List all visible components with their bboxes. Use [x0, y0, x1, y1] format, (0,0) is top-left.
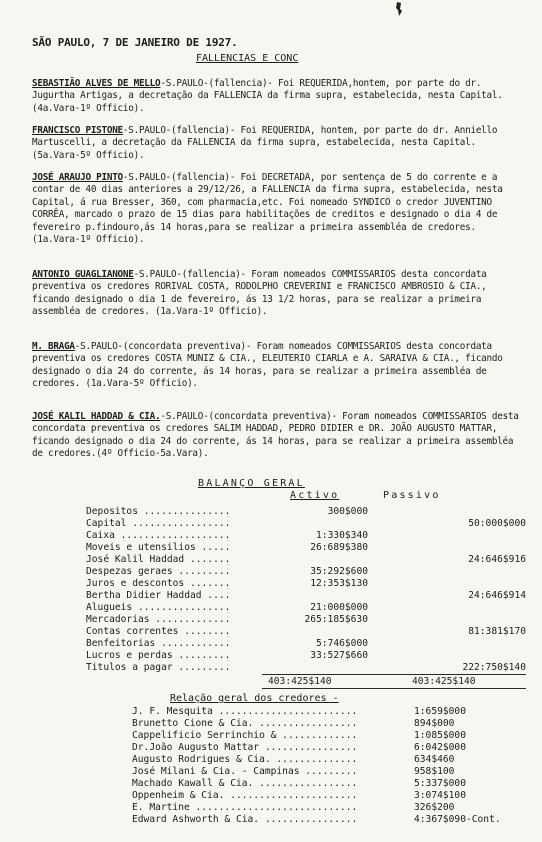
entry-text: -S.PAULO-(concordata preventiva)- Foram nomeados COMMISSARIOS desta concordata preventiva os credores COSTA MUNIZ & CIA., ELEUTERIO CIARLA e A. SARAIVA & CIA., ficando designado o dia 24 do corrente, ás 14 horas, para se realizar a primeira assembléa de credores. (1a.Vara-5º Officio).: [32, 341, 508, 390]
balance-label: Benfeitorias ............: [86, 638, 231, 649]
balance-activo: 5:746$000: [316, 638, 368, 649]
total-passivo: 403:425$140: [412, 676, 476, 687]
balance-activo: 300$000: [327, 506, 368, 517]
creditor-row: [132, 718, 526, 730]
balance-passivo: 24:646$916: [468, 554, 526, 565]
balance-activo: 26:689$380: [310, 542, 368, 553]
creditor-name: Augusto Rodrigues & Cia. ..............: [132, 754, 358, 765]
entry-text: -S.PAULO-(fallencia)- Foi REQUERIDA,hontem, por parte do dr. Jugurtha Artigas, a decretação da FALLENCIA da firma supra, estabelecida, nesta Capital. (4a.Vara-1º Officio).: [32, 78, 508, 114]
creditor-row: [132, 814, 526, 826]
balance-row: [56, 566, 526, 578]
balance-label: Moveis e utensilios .....: [86, 542, 231, 553]
creditor-name: Dr.João Augusto Mattar ................: [132, 742, 358, 753]
balance-row: [56, 590, 526, 602]
creditor-value: 326$200: [414, 802, 455, 813]
balance-activo: 265:185$630: [304, 614, 368, 625]
entry-name: ANTONIO GUAGLIANONE: [32, 269, 134, 280]
creditor-name: Oppenheim & Cia. ......................: [132, 790, 358, 801]
balance-activo: 35:292$600: [310, 566, 368, 577]
creditor-name: E. Martine ............................: [132, 802, 358, 813]
entry-name: M. BRAGA: [32, 341, 75, 352]
balance-passivo-header: Passivo: [383, 490, 441, 501]
balance-label: Depositos ...............: [86, 506, 231, 517]
entry-text: -S.PAULO-(fallencia)- Foi REQUERIDA, hontem, por parte do dr. Anniello Martuscelli, a decretação da FALLENCIA da firma supra, estabelecida, nesta Capital. (5a.Vara-5º Officio).: [32, 125, 503, 161]
balance-activo: 21:000$000: [310, 602, 368, 613]
creditors-title: Relação geral dos credores -: [170, 693, 339, 704]
balance-row: [56, 530, 526, 542]
entry-5: [32, 341, 526, 391]
balance-label: Contas correntes ........: [86, 626, 231, 637]
balance-label: Caixa ...................: [86, 530, 231, 541]
entry-3: [32, 172, 526, 246]
creditor-row: [132, 766, 526, 778]
creditor-value: 6:042$000: [414, 742, 466, 753]
balance-row: [56, 578, 526, 590]
entry-name: SEBASTIÃO ALVES DE MELLO: [32, 78, 161, 89]
creditor-value: 1:085$000: [414, 730, 466, 741]
creditor-value: 634$460: [414, 754, 455, 765]
total-activo: 403:425$140: [268, 676, 332, 687]
balance-row: [56, 506, 526, 518]
balance-label: Titulos a pagar .........: [86, 662, 231, 673]
creditor-name: José Milani & Cia. - Campinas .........: [132, 766, 358, 777]
balance-row: [56, 518, 526, 530]
balance-label: Alugueis ................: [86, 602, 231, 613]
creditor-name: Brunetto Cione & Cia. .................: [132, 718, 358, 729]
creditor-row: [132, 730, 526, 742]
balance-row: [56, 626, 526, 638]
balance-row: [56, 662, 526, 674]
creditor-row: [132, 790, 526, 802]
balance-label: Capital .................: [86, 518, 231, 529]
balance-title: BALANÇO GERAL: [198, 478, 305, 489]
balance-label: José Kalil Haddad .......: [86, 554, 231, 565]
balance-passivo: 24:646$914: [468, 590, 526, 601]
creditor-row: [132, 802, 526, 814]
balance-passivo: 50:000$000: [468, 518, 526, 529]
creditor-name: Edward Ashworth & Cia. ................: [132, 814, 358, 825]
balance-passivo: 222:750$140: [462, 662, 526, 673]
section-title: FALLENCIAS E CONC: [196, 53, 299, 64]
balance-label: Mercadorias .............: [86, 614, 231, 625]
balance-label: Juros e descontos .......: [86, 578, 231, 589]
balance-row: [56, 602, 526, 614]
entry-name: FRANCISCO PISTONE: [32, 125, 123, 136]
creditor-row: [132, 742, 526, 754]
entry-2: [32, 125, 526, 162]
creditor-row: [132, 754, 526, 766]
entry-name: JOSÉ KALIL HADDAD & CIA.: [32, 411, 161, 422]
balance-row: [56, 614, 526, 626]
balance-row: [56, 650, 526, 662]
balance-label: Despezas geraes .........: [86, 566, 231, 577]
balance-activo: 33:527$660: [310, 650, 368, 661]
creditor-value: 958$100: [414, 766, 455, 777]
balance-passivo: 81:381$170: [468, 626, 526, 637]
balance-label: Lucros e perdas .........: [86, 650, 231, 661]
entry-text: -S.PAULO-(fallencia)- Foram nomeados COMMISSARIOS desta concordata preventiva os credores RORIVAL COSTA, RODOLPHO CREVERINI e FRANCISCO AMBROSIO & CIA., ficando designado o dia 1 de fevereiro, ás 13 1/2 horas, para se realizar a primeira assembléa de credores. (1a.Vara-1º Officio).: [32, 269, 492, 318]
creditor-row: [132, 706, 526, 718]
creditor-name: Machado Kawall & Cia. .................: [132, 778, 358, 789]
creditor-name: J. F. Mesquita ........................: [132, 706, 358, 717]
document-date: SÃO PAULO, 7 DE JANEIRO DE 1927.: [32, 36, 238, 49]
entry-text: -S.PAULO-(fallencia)- Foi DECRETADA, por sentença de 5 do corrente e a contar de 40 dias anteriores a 29/12/26, a FALLENCIA da firma supra, estabelecida, nesta Capital, á rua Bresser, 360, com pharmacia,etc. Foi nomeado SYNDICO o credor JUVENTINO CORRÊA, marcado o prazo de 15 dias para habilitações de creditos e designado o dia 4 de fevereiro p.findouro,ás 14 horas,para se realizar a primeira assembléa de credores. (1a.Vara-1º Officio).: [32, 172, 508, 246]
entry-name: JOSÉ ARAUJO PINTO: [32, 172, 123, 183]
creditor-value: 5:337$000: [414, 778, 466, 789]
entry-6: [32, 411, 526, 461]
creditor-value: 4:367$090-Cont.: [414, 814, 501, 825]
balance-activo-header: Activo: [290, 490, 340, 501]
creditor-row: [132, 778, 526, 790]
balance-row: [56, 542, 526, 554]
entry-4: [32, 269, 526, 319]
entry-1: [32, 78, 526, 115]
entry-text: -S.PAULO-(concordata preventiva)- Foram nomeados COMMISSARIOS desta concordata preventiva os credores SALIM HADDAD, PEDRO DIDIER e DR. JOÃO AUGUSTO MATTAR, ficando designado o dia 24 do corrente, ás 14 horas, para se realizar a primeira assembléa de credores.(4º Officio-5a.Vara).: [32, 411, 524, 460]
balance-row: [56, 638, 526, 650]
balance-row: [56, 554, 526, 566]
balance-label: Bertha Didier Haddad ....: [86, 590, 231, 601]
creditor-value: 3:074$100: [414, 790, 466, 801]
creditor-name: Cappelificio Serrinchio & .............: [132, 730, 358, 741]
balance-activo: 1:330$340: [316, 530, 368, 541]
ink-mark-icon: [395, 2, 403, 16]
creditor-value: 894$000: [414, 718, 455, 729]
creditor-value: 1:659$000: [414, 706, 466, 717]
balance-activo: 12:353$130: [310, 578, 368, 589]
total-rule-bottom: [262, 688, 526, 689]
total-rule-top: [262, 674, 526, 675]
